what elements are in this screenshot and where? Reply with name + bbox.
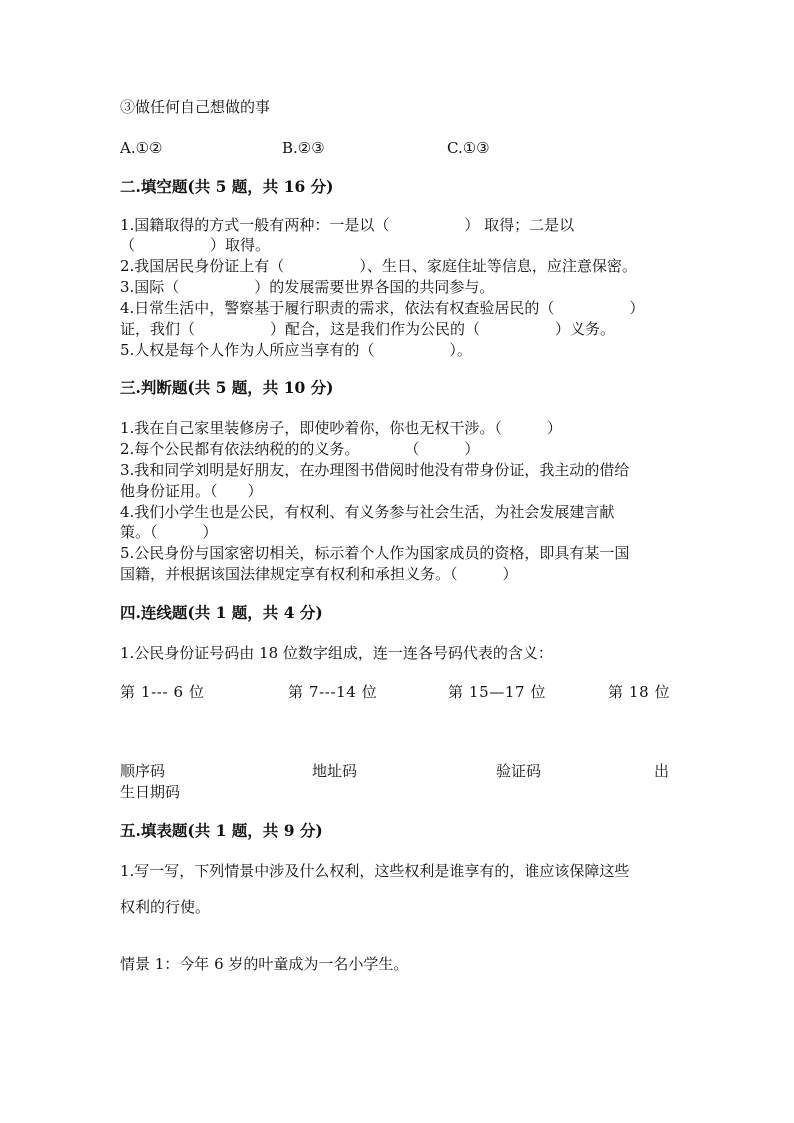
q3-option-c: C.①③ (447, 139, 490, 157)
section-2-line: 证，我们（ ）配合，这是我们作为公民的（ ）义务。 (120, 320, 616, 338)
section-3-line: 1.我在自己家里装修房子，即使吵着你，你也无权干涉。（ ） (120, 419, 562, 437)
section-2-line: 3.国际（ ）的发展需要世界各国的共同参与。 (120, 278, 495, 296)
section-5-heading: 五.填表题(共 1 题，共 9 分) (120, 821, 323, 840)
section-2-line: 2.我国居民身份证上有（ ）、生日、家庭住址等信息，应注意保密。 (120, 257, 637, 275)
section-3-line: 3.我和同学刘明是好朋友，在办理图书借阅时他没有带身份证，我主动的借给 (120, 461, 630, 479)
section-3-line: 策。（ ） (120, 523, 218, 541)
match-top-item-1: 第 1--- 6 位 (120, 683, 205, 701)
section-3-line: 他身份证用。（ ） (120, 482, 263, 500)
section-3-line: 2.每个公民都有依法纳税的的义务。 （ ） (120, 440, 480, 458)
q3-option-b: B.②③ (282, 139, 325, 157)
match-bottom-item-2: 地址码 (312, 762, 358, 780)
q3-option-a: A.①② (120, 139, 163, 157)
match-bottom-item-4: 出 (654, 762, 670, 780)
match-top-item-4: 第 18 位 (608, 683, 671, 701)
match-top-item-2: 第 7---14 位 (288, 683, 378, 701)
match-top-item-3: 第 15—17 位 (448, 683, 547, 701)
section-5-question-line-2: 权利的行使。 (120, 898, 211, 916)
section-2-line: 4.日常生活中，警察基于履行职责的需求，依法有权查验居民的（ ） (120, 299, 645, 317)
section-2-heading: 二.填空题(共 5 题，共 16 分) (120, 177, 334, 196)
scenario-1: 情景 1：今年 6 岁的叶童成为一名小学生。 (120, 955, 409, 973)
section-2-line: 1.国籍取得的方式一般有两种：一是以（ ） 取得；二是以 (120, 216, 575, 234)
match-bottom-item-3: 验证码 (496, 762, 542, 780)
section-4-question: 1.公民身份证号码由 18 位数字组成，连一连各号码代表的含义： (120, 644, 553, 662)
section-5-question-line-1: 1.写一写，下列情景中涉及什么权利，这些权利是谁享有的，谁应该保障这些 (120, 862, 630, 880)
section-3-line: 国籍，并根据该国法律规定享有权利和承担义务。（ ） (120, 565, 518, 583)
section-3-heading: 三.判断题(共 5 题，共 10 分) (120, 378, 334, 397)
match-bottom-item-1: 顺序码 (120, 762, 166, 780)
q3-item: ③做任何自己想做的事 (120, 98, 271, 116)
section-3-line: 4.我们小学生也是公民，有权利、有义务参与社会生活，为社会发展建言献 (120, 503, 615, 521)
section-2-line: 5.人权是每个人作为人所应当享有的（ ）。 (120, 341, 472, 359)
match-bottom-item-4-wrap: 生日期码 (120, 783, 181, 801)
section-3-line: 5.公民身份与国家密切相关，标示着个人作为国家成员的资格，即具有某一国 (120, 544, 630, 562)
section-2-line: （ ）取得。 (120, 236, 271, 254)
section-4-heading: 四.连线题(共 1 题，共 4 分) (120, 603, 323, 622)
